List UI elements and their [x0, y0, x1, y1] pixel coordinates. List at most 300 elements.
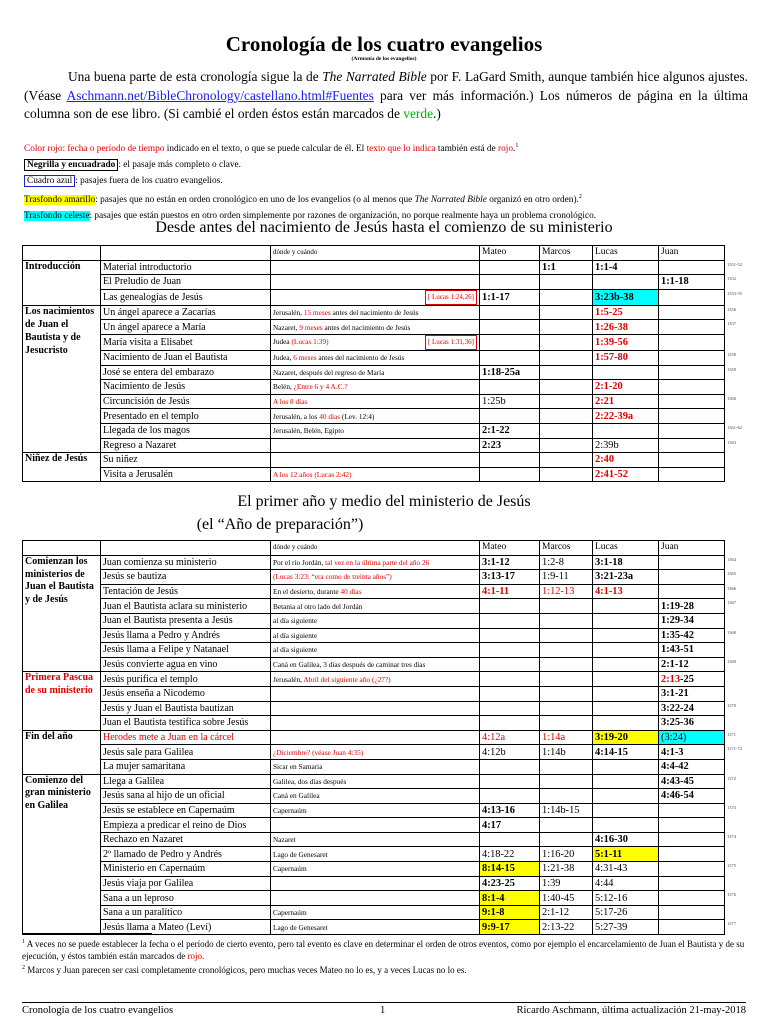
table-row [23, 891, 725, 906]
table-row [23, 876, 725, 891]
marcos-ref[interactable] [540, 613, 593, 628]
juan-ref[interactable] [659, 260, 725, 275]
marcos-ref[interactable]: 1:14b [540, 745, 593, 760]
source-page-number: 1357 [727, 321, 736, 326]
marcos-ref[interactable] [540, 716, 593, 731]
mateo-ref[interactable] [480, 759, 540, 774]
footnote-1-red: rojo [187, 951, 202, 961]
event-name: Tentación de Jesús [101, 584, 271, 599]
legend-red-end: . [513, 144, 516, 155]
place-time [271, 657, 480, 672]
juan-ref[interactable] [659, 365, 725, 380]
mateo-ref[interactable] [480, 657, 540, 672]
juan-ref[interactable]: 1:19-28 [659, 599, 725, 614]
place-text: Nazaret, después del regreso de María [273, 367, 385, 377]
event-name: Llega a Galilea [101, 774, 271, 789]
marcos-ref[interactable]: 1:40-45 [540, 891, 593, 906]
lucas-ref[interactable]: 2:22-39a [593, 409, 659, 424]
lucas-ref[interactable]: 4:14-15 [593, 745, 659, 760]
juan-ref[interactable] [659, 380, 725, 395]
mateo-ref[interactable]: 4:12b [480, 745, 540, 760]
header-event [101, 246, 271, 261]
page-title: Cronología de los cuatro evangelios [225, 32, 543, 56]
legend-yellow-text: : pasajes que no están en orden cronológico en uno de los evangelios (o al menos que [95, 195, 415, 206]
mateo-ref[interactable] [480, 453, 540, 468]
event-name: Rechazo en Nazaret [101, 832, 271, 847]
juan-ref[interactable] [659, 320, 725, 335]
juan-ref[interactable]: 4:46-54 [659, 789, 725, 804]
juan-ref[interactable] [659, 350, 725, 365]
place-time-red: A los 8 días [273, 397, 308, 407]
marcos-ref[interactable]: 1:21-38 [540, 862, 593, 877]
lucas-ref[interactable]: 2:1-20 [593, 380, 659, 395]
marcos-ref[interactable] [540, 438, 593, 453]
place-text: Judea [273, 336, 292, 346]
juan-ref[interactable]: 4:1-3 [659, 745, 725, 760]
event-name: Las genealogías de Jesús [101, 289, 271, 305]
lucas-ref[interactable]: 2:40 [593, 453, 659, 468]
source-page-number: 1375 [727, 863, 736, 868]
place-time-red: 9 meses [299, 322, 323, 332]
marcos-ref[interactable] [540, 686, 593, 701]
header-event [101, 541, 271, 556]
lucas-ref[interactable] [593, 759, 659, 774]
table-header [23, 246, 725, 261]
lucas-ref[interactable]: 2:21 [593, 394, 659, 409]
juan-ref[interactable] [659, 409, 725, 424]
place-time [271, 320, 480, 335]
mateo-ref[interactable] [480, 672, 540, 687]
mateo-ref[interactable] [480, 686, 540, 701]
mateo-ref[interactable]: 9:1-8 [480, 905, 540, 920]
lucas-ref[interactable] [593, 423, 659, 438]
juan-ref[interactable] [659, 289, 725, 305]
lucas-ref[interactable] [593, 657, 659, 672]
source-page-number: 1372 [727, 776, 736, 781]
marcos-ref[interactable] [540, 759, 593, 774]
lucas-ref[interactable]: 1:5-25 [593, 305, 659, 320]
table-row [23, 905, 725, 920]
mateo-ref[interactable] [480, 613, 540, 628]
place-time [271, 438, 480, 453]
lucas-ref[interactable]: 4:31-43 [593, 862, 659, 877]
juan-ref[interactable] [659, 334, 725, 350]
mateo-ref[interactable]: 4:17 [480, 818, 540, 833]
footnote-ref-1: 1 [515, 143, 519, 149]
intro-paragraph [24, 68, 748, 124]
event-name: Juan el Bautista testifica sobre Jesús [101, 716, 271, 731]
lucas-ref[interactable]: 3:21-23a [593, 570, 659, 585]
intro-text-2: por F. LaGard Smith, aunque también hice algunos ajustes. (Véase [24, 69, 748, 103]
juan-ref[interactable]: (3:24) [659, 730, 725, 745]
place-time [271, 289, 480, 305]
header-lucas: Lucas [593, 541, 659, 556]
marcos-ref[interactable] [540, 394, 593, 409]
lucas-ref[interactable]: 2:39b [593, 438, 659, 453]
place-time [271, 643, 480, 658]
juan-ref[interactable] [659, 818, 725, 833]
mateo-ref[interactable] [480, 701, 540, 716]
table-row [23, 847, 725, 862]
header-place: dónde y cuándo [271, 246, 480, 261]
lucas-ref[interactable] [593, 365, 659, 380]
mateo-ref[interactable] [480, 380, 540, 395]
event-name: Herodes mete a Juan en la cárcel [101, 730, 271, 745]
mateo-ref[interactable] [480, 305, 540, 320]
place-time-red: Abril del siguiente año (¿27?) [303, 674, 391, 684]
mateo-ref[interactable] [480, 350, 540, 365]
juan-ref[interactable]: 1:35-42 [659, 628, 725, 643]
group-label: Comienzan los ministerios de Juan el Bautista y de Jesús [23, 555, 101, 672]
lucas-ref[interactable]: 5:12-16 [593, 891, 659, 906]
juan-ref[interactable]: 2:1-12 [659, 657, 725, 672]
place-time [271, 555, 480, 570]
cross-reference-box: [ Lucas 1:31,36] [425, 335, 477, 350]
source-page-number: 1361-62 [727, 425, 742, 430]
juan-ref[interactable] [659, 891, 725, 906]
header-lucas: Lucas [593, 246, 659, 261]
marcos-ref[interactable] [540, 643, 593, 658]
mateo-ref[interactable]: 9:9-17 [480, 920, 540, 935]
marcos-ref[interactable] [540, 672, 593, 687]
lucas-ref[interactable] [593, 701, 659, 716]
legend-blue [24, 173, 748, 189]
lucas-ref[interactable] [593, 789, 659, 804]
place-time [271, 467, 480, 482]
event-name: Un ángel aparece a Zacarías [101, 305, 271, 320]
juan-ref[interactable] [659, 920, 725, 935]
mateo-ref[interactable]: 1:18-25a [480, 365, 540, 380]
place-text: al día siguiente [273, 645, 318, 655]
juan-ref[interactable] [659, 672, 725, 687]
juan-ref[interactable] [659, 467, 725, 482]
legend-red-text-2: también está de [435, 144, 499, 155]
marcos-ref[interactable] [540, 409, 593, 424]
legend-yellow-text-2: organizó en otro orden). [486, 195, 579, 206]
table-row [23, 643, 725, 658]
marcos-ref[interactable] [540, 774, 593, 789]
event-name: 2º llamado de Pedro y Andrés [101, 847, 271, 862]
table-row [23, 774, 725, 789]
place-time [271, 905, 480, 920]
place-time [271, 453, 480, 468]
lucas-ref[interactable]: 5:17-26 [593, 905, 659, 920]
table-row [23, 409, 725, 424]
legend-yellow-label: Trasfondo amarillo [24, 195, 96, 206]
lucas-ref[interactable] [593, 672, 659, 687]
mateo-ref[interactable]: 8:1-4 [480, 891, 540, 906]
marcos-ref[interactable] [540, 365, 593, 380]
footer-title: Cronología de los cuatro evangelios [22, 1005, 174, 1016]
place-time [271, 832, 480, 847]
lucas-ref[interactable]: 2:41-52 [593, 467, 659, 482]
mateo-ref[interactable]: 2:1-22 [480, 423, 540, 438]
place-time [271, 847, 480, 862]
place-text: En el desierto, durante [273, 587, 341, 597]
lucas-ref[interactable]: 4:16-30 [593, 832, 659, 847]
mateo-ref[interactable]: 8:14-15 [480, 862, 540, 877]
footnote-1-number: 1 [22, 939, 25, 945]
footnote-separator [22, 933, 152, 934]
marcos-ref[interactable] [540, 599, 593, 614]
juan-ref[interactable] [659, 847, 725, 862]
source-page-number: 1363 [727, 440, 736, 445]
legend-yellow [24, 189, 748, 208]
mateo-ref[interactable]: 4:13-16 [480, 803, 540, 818]
source-page-number: 1366 [727, 586, 736, 591]
marcos-ref[interactable]: 2:13-22 [540, 920, 593, 935]
table-row [23, 832, 725, 847]
mateo-ref[interactable]: 4:1-11 [480, 584, 540, 599]
marcos-ref[interactable] [540, 657, 593, 672]
lucas-ref[interactable]: 1:57-80 [593, 350, 659, 365]
source-page-number: 1359 [727, 367, 736, 372]
mateo-ref[interactable] [480, 260, 540, 275]
lucas-ref[interactable]: 1:39-56 [593, 334, 659, 350]
place-time [271, 599, 480, 614]
lucas-ref[interactable] [593, 613, 659, 628]
table-row [23, 320, 725, 335]
juan-ref[interactable] [659, 394, 725, 409]
source-page-number: 1353-55 [727, 291, 742, 296]
source-page-number: 1351-52 [727, 262, 742, 267]
table-row [23, 759, 725, 774]
mateo-ref[interactable] [480, 774, 540, 789]
table-row [23, 628, 725, 643]
table-row [23, 657, 725, 672]
mateo-ref[interactable] [480, 409, 540, 424]
place-time [271, 789, 480, 804]
mateo-ref[interactable] [480, 320, 540, 335]
marcos-ref[interactable]: 1:14b-15 [540, 803, 593, 818]
table-row [23, 334, 725, 350]
mateo-ref[interactable] [480, 789, 540, 804]
legend-cyan-text: : pasajes que están puestos en otro orden simplemente por razones de organización, no porque realmente haya un problema cronológico. [89, 211, 597, 222]
sources-link[interactable]: Aschmann.net/BibleChronology/castellano.html#Fuentes [66, 87, 374, 103]
lucas-ref[interactable]: 3:19-20 [593, 730, 659, 745]
place-time-red: (Lucas 1:39) [291, 336, 329, 346]
place-time [271, 260, 480, 275]
mateo-ref[interactable]: 4:18-22 [480, 847, 540, 862]
marcos-ref[interactable]: 1:39 [540, 876, 593, 891]
source-page-number: 1360 [727, 396, 736, 401]
lucas-ref[interactable] [593, 716, 659, 731]
place-time [271, 774, 480, 789]
event-name: Jesús purifica el templo [101, 672, 271, 687]
juan-ref[interactable] [659, 862, 725, 877]
juan-ref[interactable] [659, 570, 725, 585]
marcos-ref[interactable] [540, 467, 593, 482]
lucas-ref[interactable]: 5:27-39 [593, 920, 659, 935]
place-text: Jerusalén, [273, 308, 304, 318]
place-time-red: 40 días [340, 587, 362, 597]
mateo-ref[interactable]: 3:13-17 [480, 570, 540, 585]
mateo-ref[interactable] [480, 275, 540, 290]
juan-ref[interactable]: 1:1-18 [659, 275, 725, 290]
event-name: El Preludio de Juan [101, 275, 271, 290]
juan-ref[interactable] [659, 803, 725, 818]
lucas-ref[interactable] [593, 818, 659, 833]
juan-ref[interactable]: 4:43-45 [659, 774, 725, 789]
lucas-ref[interactable] [593, 643, 659, 658]
place-time [271, 409, 480, 424]
place-text: Nazaret, [273, 322, 300, 332]
juan-ref[interactable]: 4:4-42 [659, 759, 725, 774]
juan-ref[interactable] [659, 423, 725, 438]
place-time-red: ¿Entre 6 y 4 A.C.? [293, 382, 348, 392]
juan-ref[interactable] [659, 905, 725, 920]
place-text: Capernaúm [273, 864, 307, 874]
intro-text-1: Una buena parte de esta cronología sigue la de [68, 69, 323, 84]
marcos-ref[interactable] [540, 789, 593, 804]
lucas-ref[interactable] [593, 686, 659, 701]
footer-page-number: 1 [380, 1005, 386, 1016]
marcos-ref[interactable] [540, 453, 593, 468]
mateo-ref[interactable]: 4:23-25 [480, 876, 540, 891]
lucas-ref[interactable] [593, 628, 659, 643]
place-time-red: 6 meses [293, 353, 317, 363]
marcos-ref[interactable] [540, 423, 593, 438]
mateo-ref[interactable] [480, 716, 540, 731]
marcos-ref[interactable] [540, 320, 593, 335]
marcos-ref[interactable] [540, 289, 593, 305]
mateo-ref[interactable] [480, 832, 540, 847]
lucas-ref[interactable] [593, 599, 659, 614]
juan-ref[interactable]: 3:22-24 [659, 701, 725, 716]
source-page-number: 1365 [727, 571, 736, 576]
section-2-title: El primer año y medio del ministerio de Jesús [237, 493, 531, 510]
marcos-ref[interactable] [540, 334, 593, 350]
juan-ref[interactable] [659, 584, 725, 599]
event-name: Nacimiento de Juan el Bautista [101, 350, 271, 365]
mateo-ref[interactable] [480, 643, 540, 658]
marcos-ref[interactable] [540, 305, 593, 320]
event-name: La mujer samaritana [101, 759, 271, 774]
marcos-ref[interactable] [540, 818, 593, 833]
juan-ref[interactable] [659, 555, 725, 570]
table-row [23, 803, 725, 818]
marcos-ref[interactable] [540, 350, 593, 365]
place-time [271, 423, 480, 438]
place-text-2: (Lev. 12:4) [340, 411, 375, 421]
place-text: Jerusalén, Belén, Egipto [273, 426, 344, 436]
lucas-ref[interactable]: 4:44 [593, 876, 659, 891]
lucas-ref[interactable]: 1:1-4 [593, 260, 659, 275]
place-time-red: tal vez en la última parte del año 26 [325, 557, 430, 567]
event-name: Jesús se establece en Capernaúm [101, 803, 271, 818]
source-page-number: 1376 [727, 892, 736, 897]
source-page-number: 1374 [727, 834, 736, 839]
juan-ref[interactable]: 1:29-34 [659, 613, 725, 628]
marcos-ref[interactable] [540, 701, 593, 716]
legend-red [24, 138, 748, 157]
event-name: Su niñez [101, 453, 271, 468]
marcos-ref[interactable] [540, 832, 593, 847]
intro-text-3: para ver más información.) Los números de página en la última columna son de ese libro. (Si cambié el orden éstos están marcados de [24, 87, 749, 121]
mateo-ref[interactable]: 4:12a [480, 730, 540, 745]
lucas-ref[interactable]: 5:1-11 [593, 847, 659, 862]
place-time [271, 628, 480, 643]
table-row [23, 260, 725, 275]
lucas-ref[interactable]: 3:1-18 [593, 555, 659, 570]
mateo-ref[interactable]: 3:1-12 [480, 555, 540, 570]
table-row [23, 453, 725, 468]
source-page-number: 1377 [727, 921, 736, 926]
place-time [271, 920, 480, 935]
event-name: Empieza a predicar el reino de Dios [101, 818, 271, 833]
marcos-ref[interactable]: 1:14a [540, 730, 593, 745]
lucas-ref[interactable]: 4:1-13 [593, 584, 659, 599]
marcos-ref[interactable]: 1:1 [540, 260, 593, 275]
chronology-table-1 [22, 245, 725, 482]
place-time-red: 15 meses [303, 308, 331, 318]
footnote-2-text: Marcos y Juan parecen ser casi completamente cronológicos, pero muchas veces Mateo no lo es, y a veces Lucas no lo es. [25, 965, 467, 975]
place-time [271, 818, 480, 833]
header-mateo: Mateo [480, 541, 540, 556]
marcos-ref[interactable] [540, 275, 593, 290]
event-name: Jesús llama a Pedro y Andrés [101, 628, 271, 643]
source-page-number: 1369 [727, 659, 736, 664]
footnote-1 [22, 936, 752, 962]
footnote-2 [22, 962, 752, 976]
mateo-ref[interactable]: 1:1-17 [480, 289, 540, 305]
lucas-ref[interactable] [593, 275, 659, 290]
mateo-ref[interactable]: 2:23 [480, 438, 540, 453]
mateo-ref[interactable] [480, 599, 540, 614]
marcos-ref[interactable]: 1:9-11 [540, 570, 593, 585]
mateo-ref[interactable] [480, 628, 540, 643]
event-name: Llegada de los magos [101, 423, 271, 438]
lucas-ref[interactable] [593, 774, 659, 789]
place-text: Betania al otro lado del Jordán [273, 601, 363, 611]
juan-ref[interactable]: 3:25-36 [659, 716, 725, 731]
place-text: Lago de Genesaret [273, 849, 328, 859]
marcos-ref[interactable] [540, 380, 593, 395]
lucas-ref[interactable] [593, 803, 659, 818]
marcos-ref[interactable]: 2:1-12 [540, 905, 593, 920]
mateo-ref[interactable]: 1:25b [480, 394, 540, 409]
mateo-ref[interactable] [480, 467, 540, 482]
juan-ref[interactable] [659, 876, 725, 891]
event-name: Sana a un paralítico [101, 905, 271, 920]
juan-ref[interactable] [659, 438, 725, 453]
juan-ref[interactable] [659, 832, 725, 847]
juan-ref[interactable] [659, 305, 725, 320]
footnotes [22, 936, 752, 976]
header-marcos: Marcos [540, 541, 593, 556]
juan-ref[interactable] [659, 453, 725, 468]
juan-ref[interactable]: 3:1-21 [659, 686, 725, 701]
marcos-ref[interactable]: 1:12-13 [540, 584, 593, 599]
event-name: Visita a Jerusalén [101, 467, 271, 482]
marcos-ref[interactable]: 1:16-20 [540, 847, 593, 862]
table-row [23, 789, 725, 804]
event-name: Sana a un leproso [101, 891, 271, 906]
mateo-ref[interactable] [480, 334, 540, 350]
table-row [23, 467, 725, 482]
juan-ref[interactable]: 1:43-51 [659, 643, 725, 658]
lucas-ref[interactable]: 3:23b-38 [593, 289, 659, 305]
lucas-ref[interactable]: 1:26-38 [593, 320, 659, 335]
place-text: Judea, [273, 353, 294, 363]
place-text-2: antes del nacimiento de Jesús [316, 353, 405, 363]
page-subtitle: (Armonía de los evangelios) [351, 56, 417, 62]
place-time [271, 730, 480, 745]
marcos-ref[interactable] [540, 628, 593, 643]
place-text: Jerusalén, [273, 674, 304, 684]
marcos-ref[interactable]: 1:2-8 [540, 555, 593, 570]
event-name: Juan el Bautista presenta a Jesús [101, 613, 271, 628]
